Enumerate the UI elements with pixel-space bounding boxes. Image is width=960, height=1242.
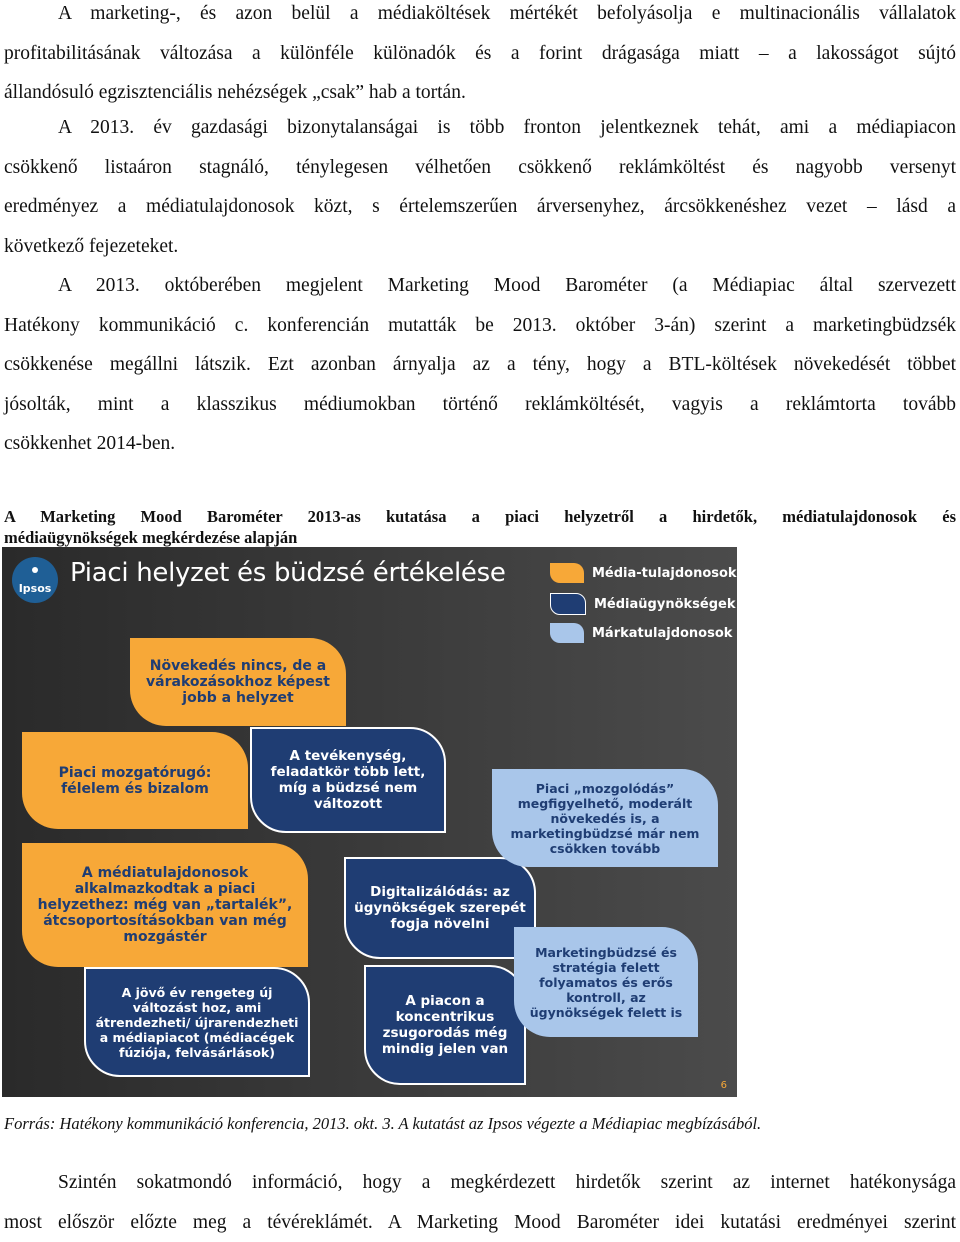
- legend-swatch: [550, 593, 586, 615]
- paragraph-line: Hatékony kommunikáció c. konferencián mutatták be 2013. október 3-án) szerint a marketingbüdzsék: [4, 306, 956, 346]
- paragraph-line: eredményez a médiatulajdonosok közt, s értelemszerűen árversenyhez, árcsökkenéshez vezet – lásd a: [4, 187, 956, 227]
- paragraph-line: A marketing-, és azon belül a médiaköltések mértékét befolyásolja e multinacionális vállalatok: [58, 3, 956, 24]
- paragraph-line: profitabilitásának változása a különféle különadók és a forint drágasága miatt – a lakosságot sújtó: [4, 34, 956, 74]
- legend-item-agencies: Médiaügynökségek: [550, 593, 735, 615]
- bubble-growth: Növekedés nincs, de a várakozásokhoz képest jobb a helyzet: [130, 638, 346, 726]
- paragraph-line: jósolták, mint a klasszikus médiumokban történő reklámköltését, vagyis a reklámtorta tovább: [4, 385, 956, 425]
- slide-figure: [2, 547, 737, 1097]
- source-note: Forrás: Hatékony kommunikáció konferencia, 2013. okt. 3. A kutatást az Ipsos végezte a Médiapiac megbízásából.: [4, 1114, 956, 1134]
- ipsos-logo: Ipsos: [12, 557, 58, 603]
- slide-page-number: 6: [721, 1080, 727, 1091]
- figure-caption: [4, 506, 956, 548]
- paragraph-3: [4, 266, 956, 464]
- paragraph-line: A 2013. októberében megjelent Marketing Mood Barométer (a Médiapiac által szervezett: [58, 275, 956, 296]
- paragraph-line: most először előzte meg a tévéreklámét. A Marketing Mood Barométer idei kutatási eredményei szerint: [4, 1203, 956, 1242]
- bubble-market-movement: Piaci „mozgolódás” megfigyelhető, moderált növekedés is, a marketingbüdzsé már nem csökken tovább: [492, 769, 718, 867]
- bubble-workload: A tevékenység, feladatkör több lett, míg a büdzsé nem változott: [250, 727, 446, 833]
- paragraph-line: A 2013. év gazdasági bizonytalanságai is több fronton jelentkeznek tehát, ami a médiapiacon: [58, 117, 956, 138]
- legend-item-brand-owners: Márkatulajdonosok: [550, 623, 732, 643]
- caption-line: A Marketing Mood Barométer 2013-as kutatása a piaci helyzetről a hirdetők, médiatulajdonosok és: [4, 506, 956, 527]
- paragraph-line: csökkenhet 2014-ben.: [4, 424, 956, 464]
- legend-swatch: [550, 623, 584, 643]
- paragraph-line: csökkenése megállni látszik. Ezt azonban árnyalja az a tény, hogy a BTL-költések növekedését többet: [4, 345, 956, 385]
- bubble-budget-control: Marketingbüdzsé és stratégia felett folyamatos és erős kontroll, az ügynökségek felett is: [514, 927, 698, 1037]
- paragraph-line: Szintén sokatmondó információ, hogy a megkérdezett hirdetők szerint az internet hatékonysága: [58, 1172, 956, 1193]
- legend-item-media-owners: Média-tulajdonosok: [550, 563, 737, 583]
- paragraph-line: állandósuló egzisztenciális nehézségek „csak” hab a tortán.: [4, 73, 956, 113]
- paragraph-line: következő fejezeteket.: [4, 227, 956, 267]
- bubble-market-driver: Piaci mozgatórugó: félelem és bizalom: [22, 732, 248, 829]
- paragraph-4: [4, 1163, 956, 1242]
- bubble-concentric-shrinking: A piacon a koncentrikus zsugorodás még mindig jelen van: [364, 965, 526, 1085]
- legend-swatch: [550, 563, 584, 583]
- paragraph-line: csökkenő listaáron stagnáló, ténylegesen vélhetően csökkenő reklámköltést és nagyobb versenyt: [4, 148, 956, 188]
- bubble-media-owners-adapted: A médiatulajdonosok alkalmazkodtak a piaci helyzethez: még van „tartalék”, átcsoportosításokban van még mozgástér: [22, 843, 308, 967]
- paragraph-1: [4, 0, 956, 113]
- paragraph-2: [4, 108, 956, 266]
- bubble-digitalization: Digitalizálódás: az ügynökségek szerepét fogja növelni: [344, 857, 536, 959]
- bubble-next-year: A jövő év rengeteg új változást hoz, ami átrendezheti/ újrarendezheti a médiapiacot (médiacégek fúziója, felvásárlások): [84, 967, 310, 1077]
- caption-line: médiaügynökségek megkérdezése alapján: [4, 527, 956, 548]
- slide-title: Piaci helyzet és büdzsé értékelése: [70, 558, 506, 588]
